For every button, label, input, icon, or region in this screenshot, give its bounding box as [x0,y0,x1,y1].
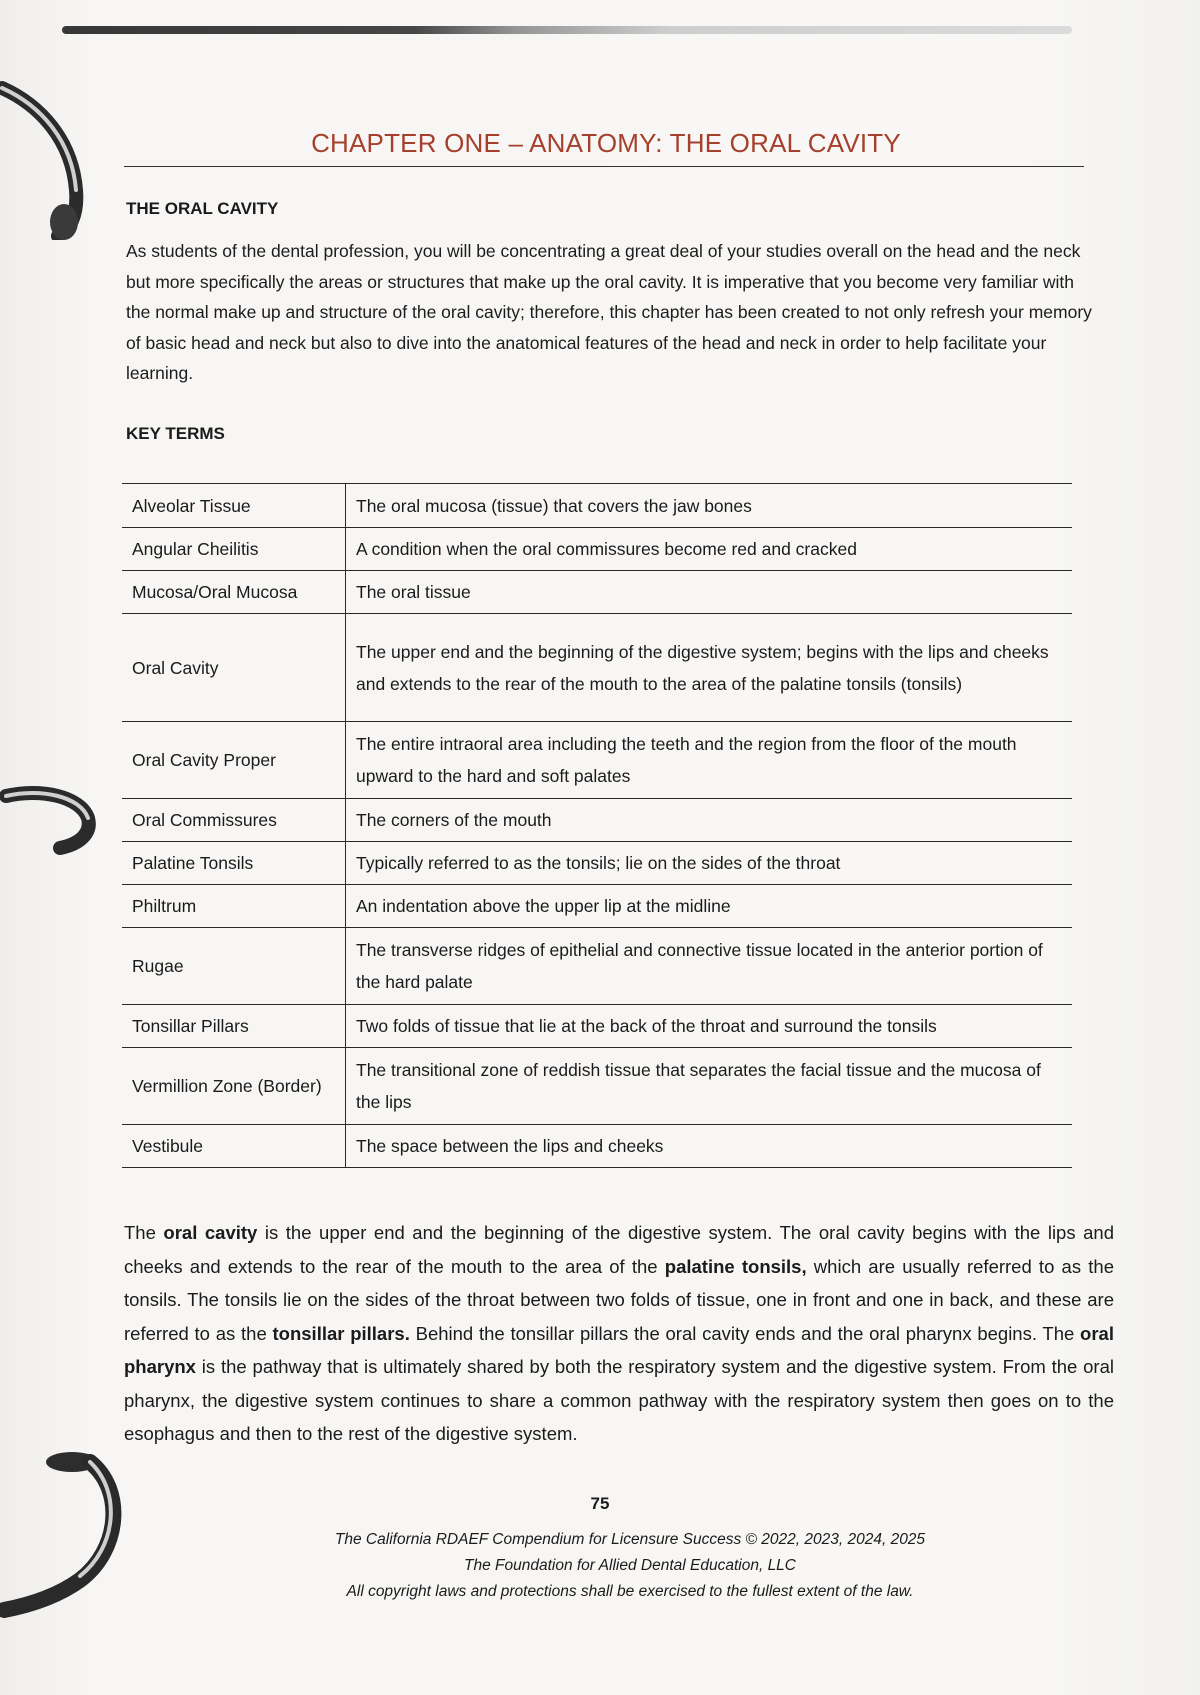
term-cell: Oral Commissures [122,799,346,842]
body-paragraph [124,1216,1114,1451]
binder-ring-icon [0,778,100,868]
table-row [122,571,1072,614]
bold-term: oral pharynx [124,1322,1114,1377]
table-row [122,928,1072,1005]
term-cell: Rugae [122,928,346,1005]
table-row [122,885,1072,928]
footer-line: The California RDAEF Compendium for Licensure Success © 2022, 2023, 2024, 2025 [334,1531,926,1548]
body-text: is the pathway that is ultimately shared by both the respiratory system and the digestive system. From the oral pharynx, the digestive system continues to share a common pathway with the respiratory system then goes on to the esophagus and then to the rest of the digestive system. [124,1356,1114,1444]
key-terms-table [122,483,1072,1168]
term-cell: Mucosa/Oral Mucosa [122,571,346,614]
term-cell: Tonsillar Pillars [122,1005,346,1048]
footer-line: The Foundation for Allied Dental Education, LLC [463,1557,797,1574]
body-text: is the upper end and the beginning of the digestive system. The oral cavity begins with the lips and cheeks and extends to the rear of the mouth to the area of the [124,1222,1114,1277]
definition-cell: The oral mucosa (tissue) that covers the jaw bones [346,484,1073,528]
term-cell: Oral Cavity [122,614,346,722]
term-cell: Vestibule [122,1125,346,1168]
section-heading: THE ORAL CAVITY [126,199,279,218]
chapter-title: CHAPTER ONE – ANATOMY: THE ORAL CAVITY [311,128,901,158]
bold-term: palatine tonsils, [664,1255,807,1277]
term-cell: Alveolar Tissue [122,484,346,528]
body-text: The [124,1222,164,1243]
definition-cell: The transverse ridges of epithelial and connective tissue located in the anterior portion of the hard palate [346,928,1073,1005]
definition-cell: The oral tissue [346,571,1073,614]
binder-ring-icon [0,80,110,240]
definition-cell: An indentation above the upper lip at the midline [346,885,1073,928]
definition-cell: Typically referred to as the tonsils; lie on the sides of the throat [346,842,1073,885]
table-row [122,722,1072,799]
page-number: 75 [590,1494,610,1513]
definition-cell: The corners of the mouth [346,799,1073,842]
table-row [122,799,1072,842]
table-row [122,528,1072,571]
term-cell: Palatine Tonsils [122,842,346,885]
bold-term: tonsillar pillars. [272,1322,410,1344]
scan-edge-shadow [62,26,1072,34]
title-divider [124,166,1084,167]
table-row [122,614,1072,722]
intro-paragraph: As students of the dental profession, you will be concentrating a great deal of your studies overall on the head and the neck but more specifically the areas or structures that make up the oral cavity. It is imperative that you become very familiar with the normal make up and structure of the oral cavity; therefore, this chapter has been created to not only refresh your memory of basic head and neck but also to dive into the anatomical features of the head and neck in order to help facilitate your learning. [126,241,1092,383]
table-row [122,1048,1072,1125]
definition-cell: Two folds of tissue that lie at the back of the throat and surround the tonsils [346,1005,1073,1048]
term-cell: Philtrum [122,885,346,928]
binder-ring-icon [0,1440,130,1620]
definition-cell: The space between the lips and cheeks [346,1125,1073,1168]
body-text: Behind the tonsillar pillars the oral cavity ends and the oral pharynx begins. The [409,1322,1081,1344]
body-text: which are usually referred to as the tonsils. The tonsils lie on the sides of the throat between two folds of tissue, one in front and one in back, and these are referred to as the [124,1255,1114,1344]
table-row [122,1005,1072,1048]
definition-cell: A condition when the oral commissures become red and cracked [346,528,1073,571]
key-terms-heading: KEY TERMS [126,424,225,443]
term-cell: Oral Cavity Proper [122,722,346,799]
table-row [122,842,1072,885]
definition-cell: The upper end and the beginning of the digestive system; begins with the lips and cheeks and extends to the rear of the mouth to the area of the palatine tonsils (tonsils) [346,614,1073,722]
footer [250,1527,1010,1605]
term-cell: Angular Cheilitis [122,528,346,571]
table-row [122,484,1072,528]
definition-cell: The entire intraoral area including the teeth and the region from the floor of the mouth upward to the hard and soft palates [346,722,1073,799]
bold-term: oral cavity [163,1222,258,1243]
footer-line: All copyright laws and protections shall be exercised to the fullest extent of the law. [346,1583,914,1600]
table-row [122,1125,1072,1168]
definition-cell: The transitional zone of reddish tissue that separates the facial tissue and the mucosa of the lips [346,1048,1073,1125]
term-cell: Vermillion Zone (Border) [122,1048,346,1125]
